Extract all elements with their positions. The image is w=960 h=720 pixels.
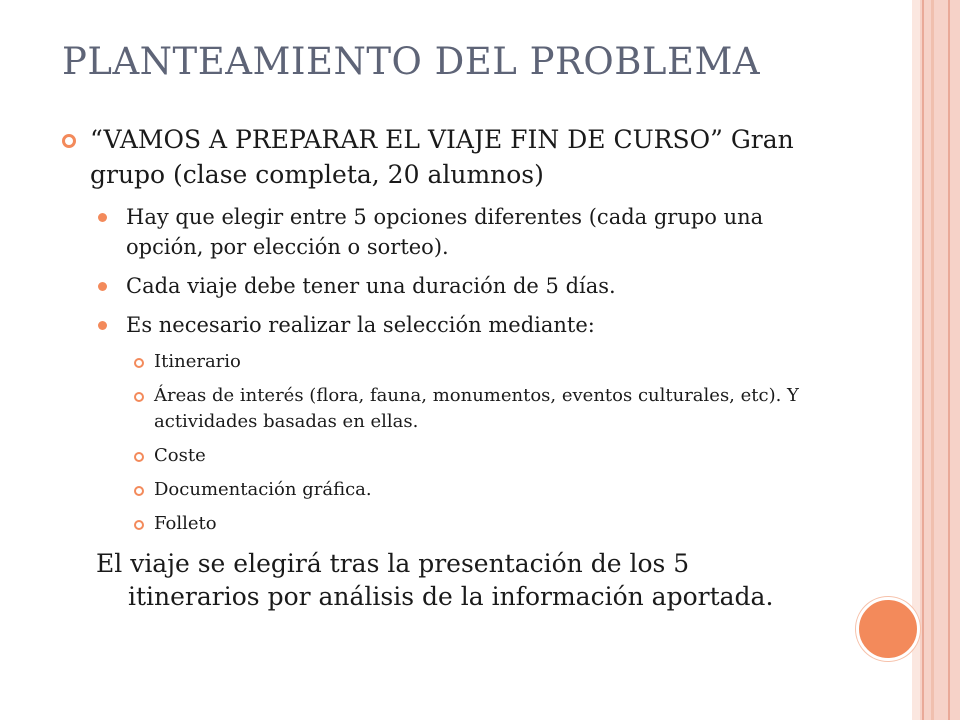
conclusion-text: El viaje se elegirá tras la presentación de los 5 itinerarios por análisis de la información aportada.	[96, 549, 774, 611]
sub-point	[98, 202, 822, 262]
sub-point-text: Hay que elegir entre 5 opciones diferentes (cada grupo una opción, por elección o sorteo).	[126, 205, 764, 259]
sub-point	[98, 271, 822, 301]
border-stripe-line	[922, 0, 924, 720]
small-ring-bullet-icon	[134, 520, 144, 530]
border-stripe-line	[931, 0, 934, 720]
slide-content	[62, 122, 822, 613]
main-point-text: “VAMOS A PREPARAR EL VIAJE FIN DE CURSO” Gran grupo (clase completa, 20 alumnos)	[90, 125, 794, 189]
small-ring-bullet-icon	[134, 392, 144, 402]
selection-item-text: Coste	[154, 445, 206, 466]
selection-item-text: Itinerario	[154, 351, 241, 372]
selection-item	[134, 477, 822, 503]
slide-title: PLANTEAMIENTO DEL PROBLEMA	[62, 40, 761, 83]
dot-bullet-icon	[98, 282, 107, 291]
main-point	[62, 122, 822, 192]
selection-item	[134, 383, 822, 435]
ring-bullet-icon	[62, 134, 76, 148]
selection-item-text: Documentación gráfica.	[154, 479, 372, 500]
sub-point-text: Cada viaje debe tener una duración de 5 días.	[126, 274, 616, 298]
selection-item-text: Folleto	[154, 513, 217, 534]
small-ring-bullet-icon	[134, 486, 144, 496]
small-ring-bullet-icon	[134, 452, 144, 462]
selection-item	[134, 511, 822, 537]
small-ring-bullet-icon	[134, 358, 144, 368]
border-stripe-line	[948, 0, 950, 720]
selection-item	[134, 443, 822, 469]
sub-point-text: Es necesario realizar la selección mediante:	[126, 313, 595, 337]
selection-item-text: Áreas de interés (flora, fauna, monumentos, eventos culturales, etc). Y actividades basadas en ellas.	[154, 385, 799, 432]
border-stripe-band	[920, 0, 960, 720]
dot-bullet-icon	[98, 321, 107, 330]
sub-point	[98, 310, 822, 340]
orange-orb-icon	[856, 597, 920, 661]
dot-bullet-icon	[98, 213, 107, 222]
selection-item	[134, 349, 822, 375]
